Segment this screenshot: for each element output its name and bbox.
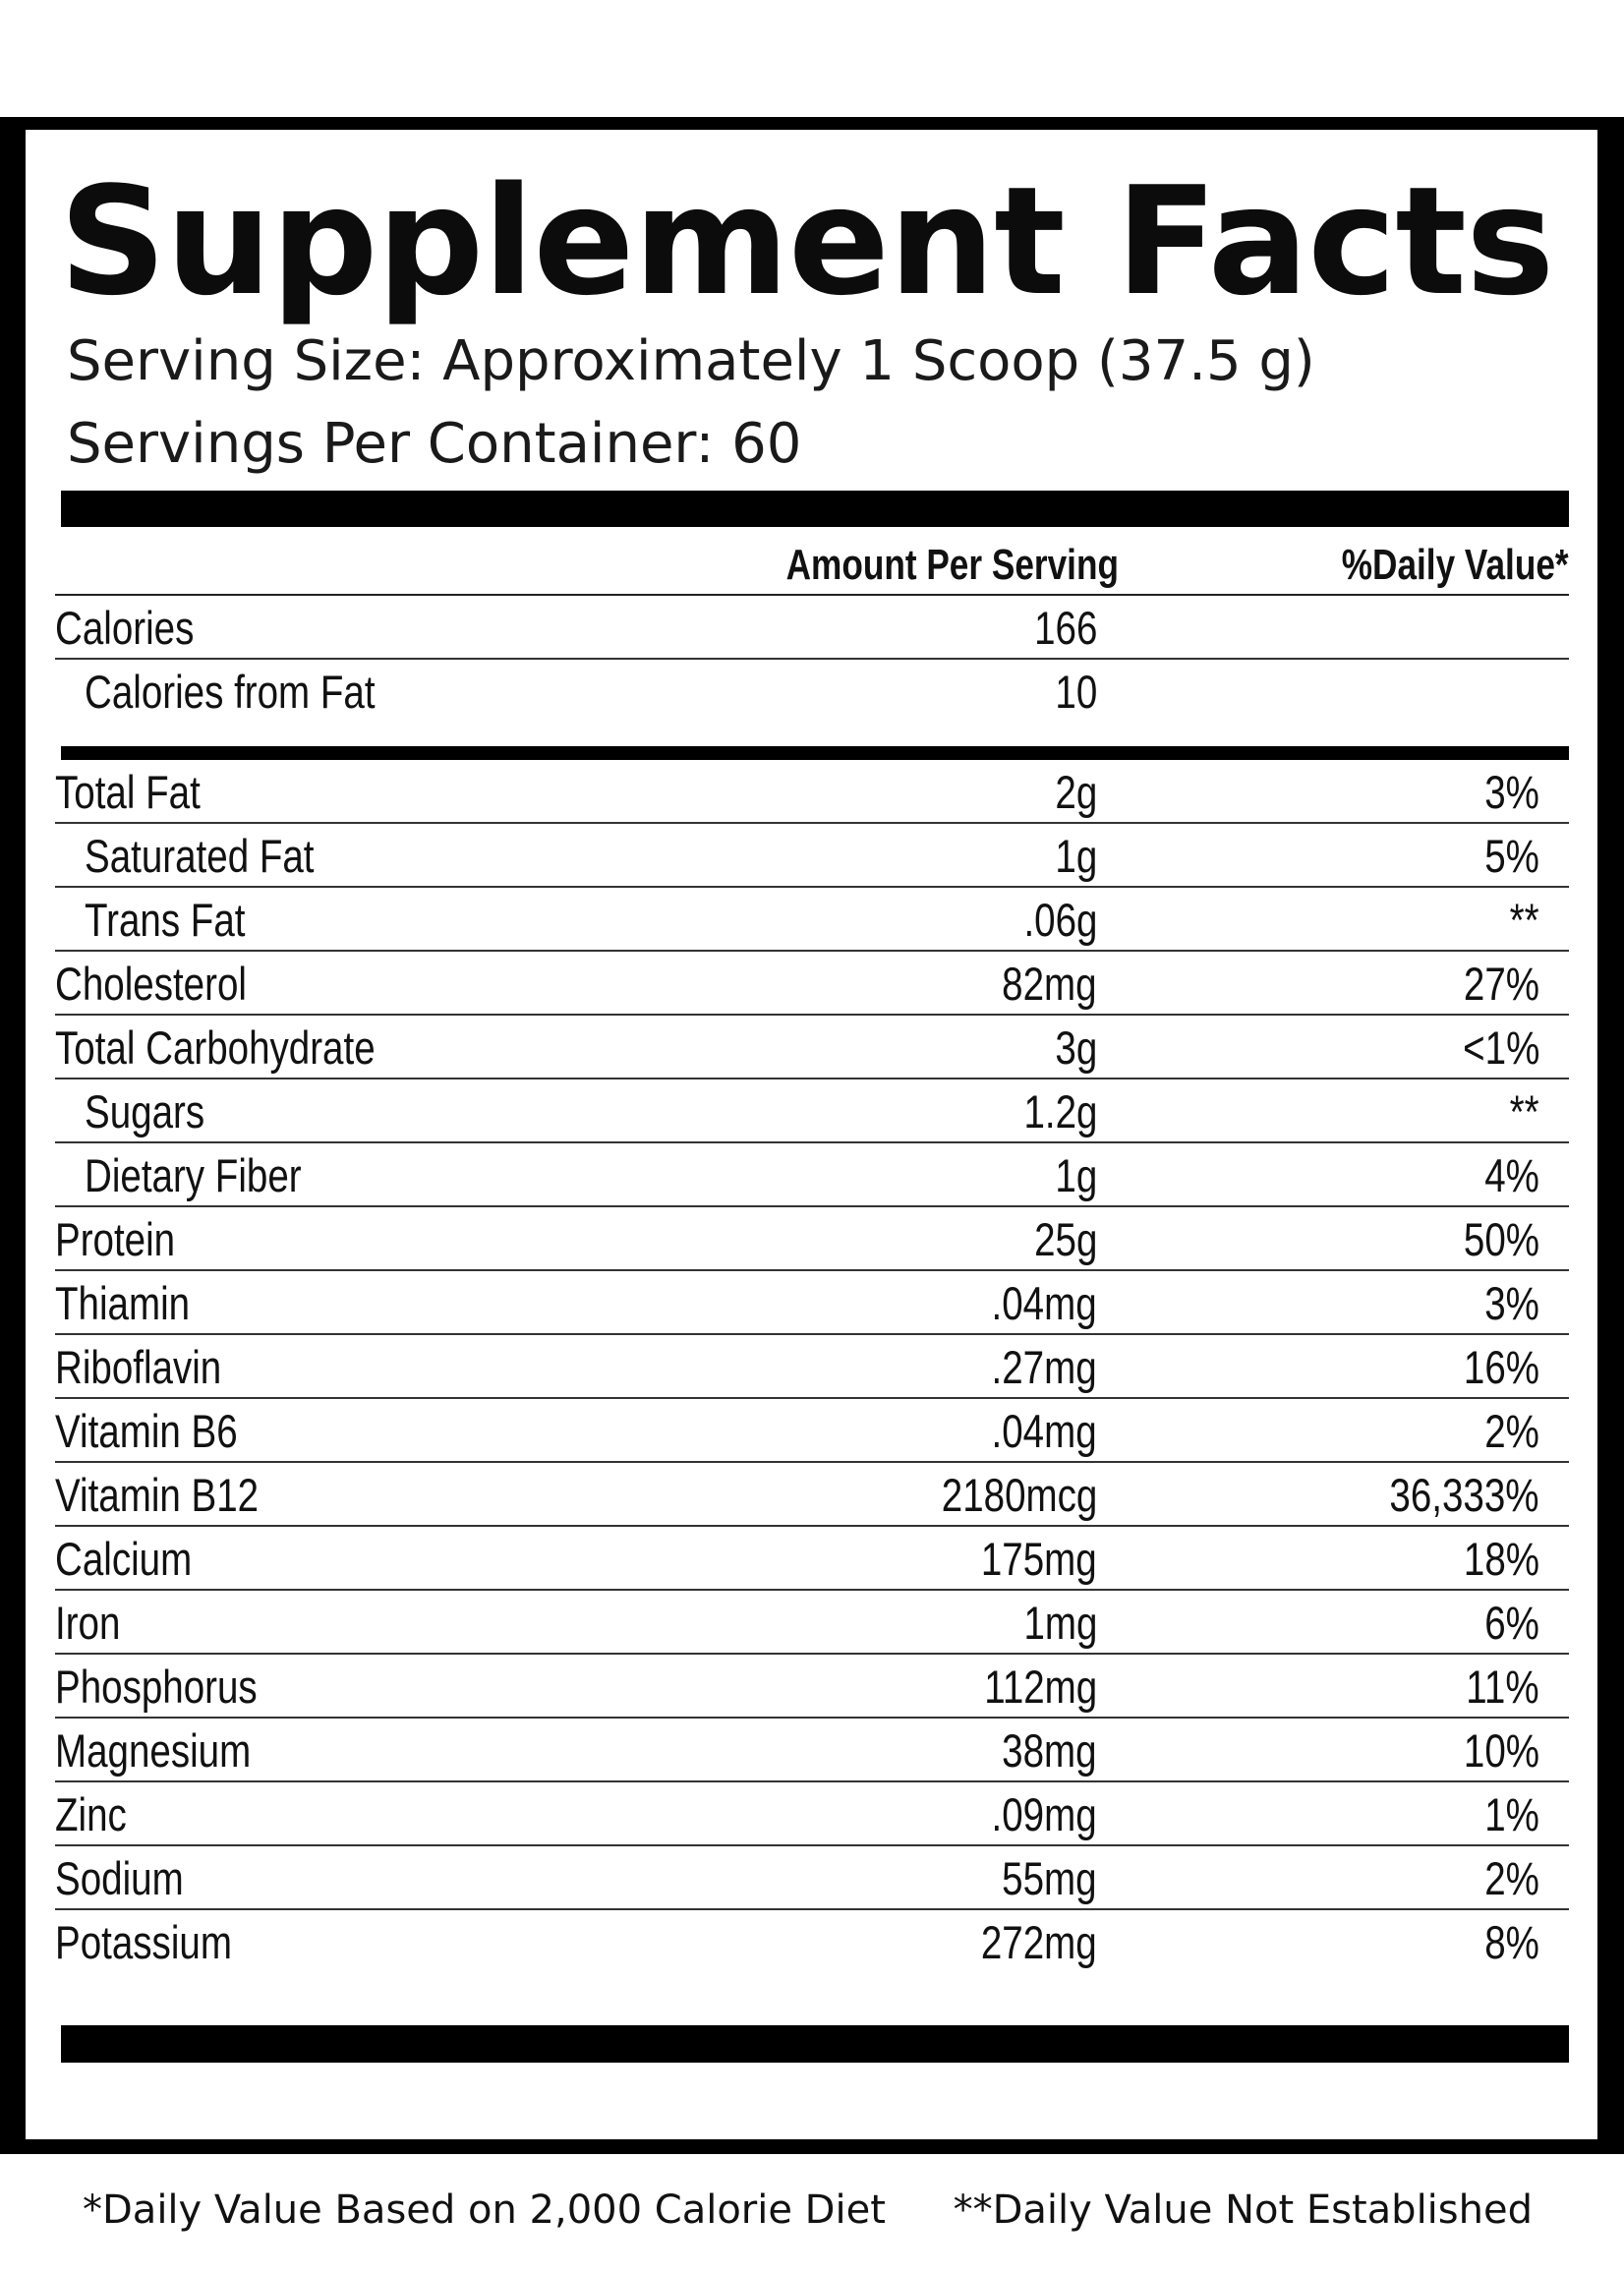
nutrient-name: Sugars	[85, 1085, 205, 1137]
nutrient-name: Thiamin	[55, 1277, 191, 1329]
table-row	[55, 1782, 1569, 1846]
nutrient-amount: .04mg	[991, 1405, 1097, 1457]
nutrient-name: Sodium	[55, 1852, 184, 1904]
nutrient-amount: .09mg	[991, 1788, 1097, 1840]
nutrient-daily-value: **	[1509, 894, 1539, 946]
nutrient-daily-value: 2%	[1484, 1852, 1539, 1904]
nutrient-daily-value: 4%	[1484, 1149, 1539, 1201]
nutrient-name: Phosphorus	[55, 1661, 258, 1713]
daily-value-header: %Daily Value*	[1342, 541, 1569, 589]
nutrient-name: Total Fat	[55, 766, 201, 818]
nutrient-daily-value: 8%	[1484, 1916, 1539, 1968]
nutrient-daily-value: 50%	[1463, 1213, 1539, 1265]
table-row	[55, 1271, 1569, 1335]
nutrient-name: Cholesterol	[55, 958, 247, 1010]
table-row	[55, 1655, 1569, 1719]
servings-per-container: Servings Per Container: 60	[67, 412, 802, 476]
nutrient-amount: 112mg	[984, 1661, 1097, 1713]
table-row	[55, 1719, 1569, 1782]
nutrient-daily-value: 11%	[1466, 1661, 1539, 1713]
nutrient-daily-value: **	[1509, 1085, 1539, 1137]
table-row	[55, 1016, 1569, 1079]
footnote-not-established: **Daily Value Not Established	[953, 2187, 1533, 2233]
table-row	[55, 888, 1569, 952]
label-title: Supplement Facts	[59, 154, 1554, 328]
nutrient-name: Calcium	[55, 1533, 193, 1585]
nutrient-name: Magnesium	[55, 1724, 252, 1777]
nutrient-table-main	[55, 760, 1569, 1974]
nutrient-daily-value: 6%	[1484, 1597, 1539, 1649]
nutrient-amount: .04mg	[991, 1277, 1097, 1329]
nutrient-name: Total Carbohydrate	[55, 1021, 376, 1074]
table-row-calories	[55, 596, 1569, 660]
nutrient-name: Protein	[55, 1213, 176, 1265]
nutrient-amount: 82mg	[1002, 958, 1097, 1010]
amount-per-serving-header: Amount Per Serving	[785, 541, 1119, 589]
table-row	[55, 760, 1569, 824]
nutrient-daily-value: 27%	[1463, 958, 1539, 1010]
nutrient-amount: 25g	[1033, 1213, 1097, 1265]
nutrient-daily-value: 36,333%	[1389, 1469, 1539, 1521]
table-row	[55, 1591, 1569, 1655]
thick-divider-top	[61, 491, 1569, 527]
nutrient-name: Calories from Fat	[85, 666, 376, 718]
nutrient-daily-value: 3%	[1484, 766, 1539, 818]
nutrient-table	[55, 596, 1569, 724]
table-row	[55, 1527, 1569, 1591]
nutrient-name: Calories	[55, 602, 195, 654]
table-row	[55, 952, 1569, 1016]
nutrient-amount: 1mg	[1023, 1597, 1097, 1649]
nutrient-name: Iron	[55, 1597, 121, 1649]
nutrient-name: Potassium	[55, 1916, 232, 1968]
nutrient-amount: 1.2g	[1022, 1085, 1097, 1137]
nutrient-name: Trans Fat	[85, 894, 246, 946]
table-row	[55, 1335, 1569, 1399]
table-row	[55, 1143, 1569, 1207]
thick-divider-middle	[61, 746, 1569, 760]
footnote-daily-value: *Daily Value Based on 2,000 Calorie Diet	[83, 2187, 886, 2233]
thick-divider-bottom	[61, 2025, 1569, 2063]
nutrient-daily-value: 5%	[1484, 830, 1539, 882]
table-row	[55, 1079, 1569, 1143]
nutrient-daily-value: 16%	[1463, 1341, 1539, 1393]
table-row	[55, 824, 1569, 888]
nutrient-amount: .06g	[1022, 894, 1097, 946]
nutrient-daily-value: 18%	[1463, 1533, 1539, 1585]
nutrient-name: Riboflavin	[55, 1341, 222, 1393]
serving-size: Serving Size: Approximately 1 Scoop (37.5 g)	[67, 329, 1315, 393]
nutrient-daily-value: 1%	[1484, 1788, 1539, 1840]
nutrient-amount: 2g	[1055, 766, 1097, 818]
nutrient-amount: 1g	[1055, 830, 1097, 882]
table-row	[55, 1910, 1569, 1974]
nutrient-amount: 166	[1033, 602, 1097, 654]
nutrient-amount: 175mg	[981, 1533, 1097, 1585]
nutrient-amount: 10	[1055, 666, 1097, 718]
nutrient-daily-value: 3%	[1484, 1277, 1539, 1329]
table-row	[55, 1399, 1569, 1463]
nutrient-name: Zinc	[55, 1788, 127, 1840]
table-row-calories-from-fat	[55, 660, 1569, 724]
nutrient-amount: 1g	[1055, 1149, 1097, 1201]
column-header-row	[55, 536, 1569, 596]
nutrient-amount: 55mg	[1002, 1852, 1097, 1904]
nutrient-name: Saturated Fat	[85, 830, 315, 882]
nutrient-amount: 2180mcg	[941, 1469, 1097, 1521]
nutrient-name: Vitamin B12	[55, 1469, 260, 1521]
nutrient-name: Dietary Fiber	[85, 1149, 302, 1201]
table-row	[55, 1463, 1569, 1527]
table-row	[55, 1207, 1569, 1271]
nutrient-amount: 272mg	[981, 1916, 1097, 1968]
nutrient-amount: 38mg	[1002, 1724, 1097, 1777]
nutrient-amount: 3g	[1055, 1021, 1097, 1074]
supplement-facts-label	[0, 117, 1624, 2233]
table-row	[55, 1846, 1569, 1910]
nutrient-daily-value: 2%	[1484, 1405, 1539, 1457]
nutrient-daily-value: <1%	[1462, 1021, 1539, 1074]
nutrient-name: Vitamin B6	[55, 1405, 238, 1457]
nutrient-amount: .27mg	[991, 1341, 1097, 1393]
label-panel	[26, 130, 1597, 2233]
nutrient-daily-value: 10%	[1463, 1724, 1539, 1777]
